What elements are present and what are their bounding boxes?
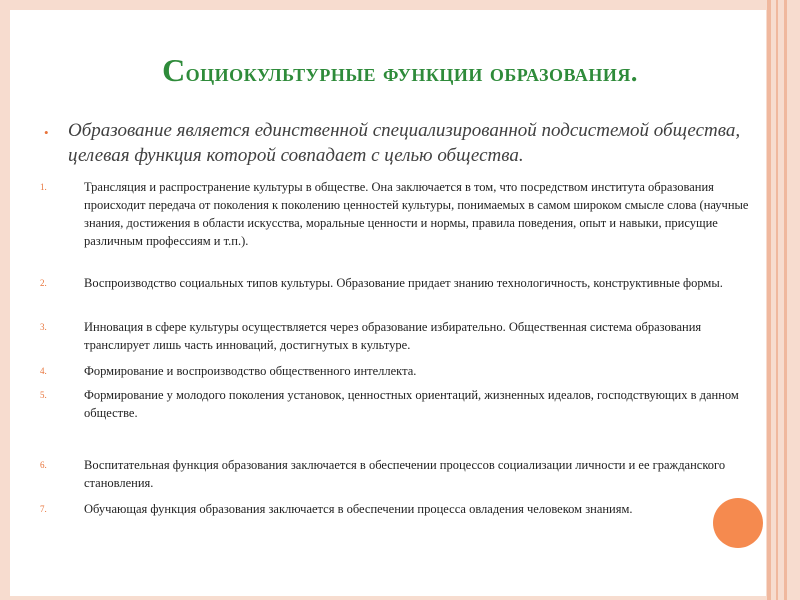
list-item-7 xyxy=(40,500,760,518)
list-number: 5. xyxy=(40,390,47,400)
list-number: 6. xyxy=(40,460,47,470)
list-text: Воспроизводство социальных типов культуры. Образование придает знанию технологичность, конструктивные формы. xyxy=(84,276,723,290)
list-item-4 xyxy=(40,362,760,380)
list-item-5 xyxy=(40,386,760,422)
list-number: 7. xyxy=(40,504,47,514)
decorative-stripe xyxy=(776,0,778,600)
list-item-1 xyxy=(40,178,760,250)
list-number: 2. xyxy=(40,278,47,288)
list-text: Трансляция и распространение культуры в обществе. Она заключается в том, что посредством института образования происходит передача от поколения к поколению ценностей культуры, понимаемых в самом широком смысле слова (научные знания, достижения в области искусства, моральные ценности и нормы, правила поведения, опыт и навыки, присущие различным профессиям и т.п.). xyxy=(84,180,749,248)
list-item-2 xyxy=(40,274,760,292)
title-rest: оциокультурные функции образования. xyxy=(185,58,638,87)
list-text: Обучающая функция образования заключается в обеспечении процесса овладения человеком знаниям. xyxy=(84,502,633,516)
list-number: 4. xyxy=(40,366,47,376)
list-number: 3. xyxy=(40,322,47,332)
bullet-icon: • xyxy=(44,125,49,140)
decorative-circle xyxy=(713,498,763,548)
list-text: Воспитательная функция образования заключается в обеспечении процессов социализации личности и ее гражданского становления. xyxy=(84,458,726,490)
decorative-stripe xyxy=(784,0,787,600)
list-text: Инновация в сфере культуры осуществляется через образование избирательно. Общественная система образования транслирует лишь часть инноваций, достигнутых в культуре. xyxy=(84,320,702,352)
intro-text: Образование является единственной специализированной подсистемой общества, целевая функция которой совпадает с целью общества. xyxy=(68,120,741,166)
slide-title xyxy=(0,52,800,89)
list-number: 1. xyxy=(40,182,47,192)
list-item-6 xyxy=(40,456,760,492)
decorative-stripe xyxy=(767,0,771,600)
intro-paragraph xyxy=(44,118,764,168)
list-text: Формирование у молодого поколения установок, ценностных ориентаций, жизненных идеалов, господствующих в данном обществе. xyxy=(84,388,739,420)
list-item-3 xyxy=(40,318,760,354)
title-initial: С xyxy=(162,52,186,88)
list-text: Формирование и воспроизводство общественного интеллекта. xyxy=(84,364,417,378)
